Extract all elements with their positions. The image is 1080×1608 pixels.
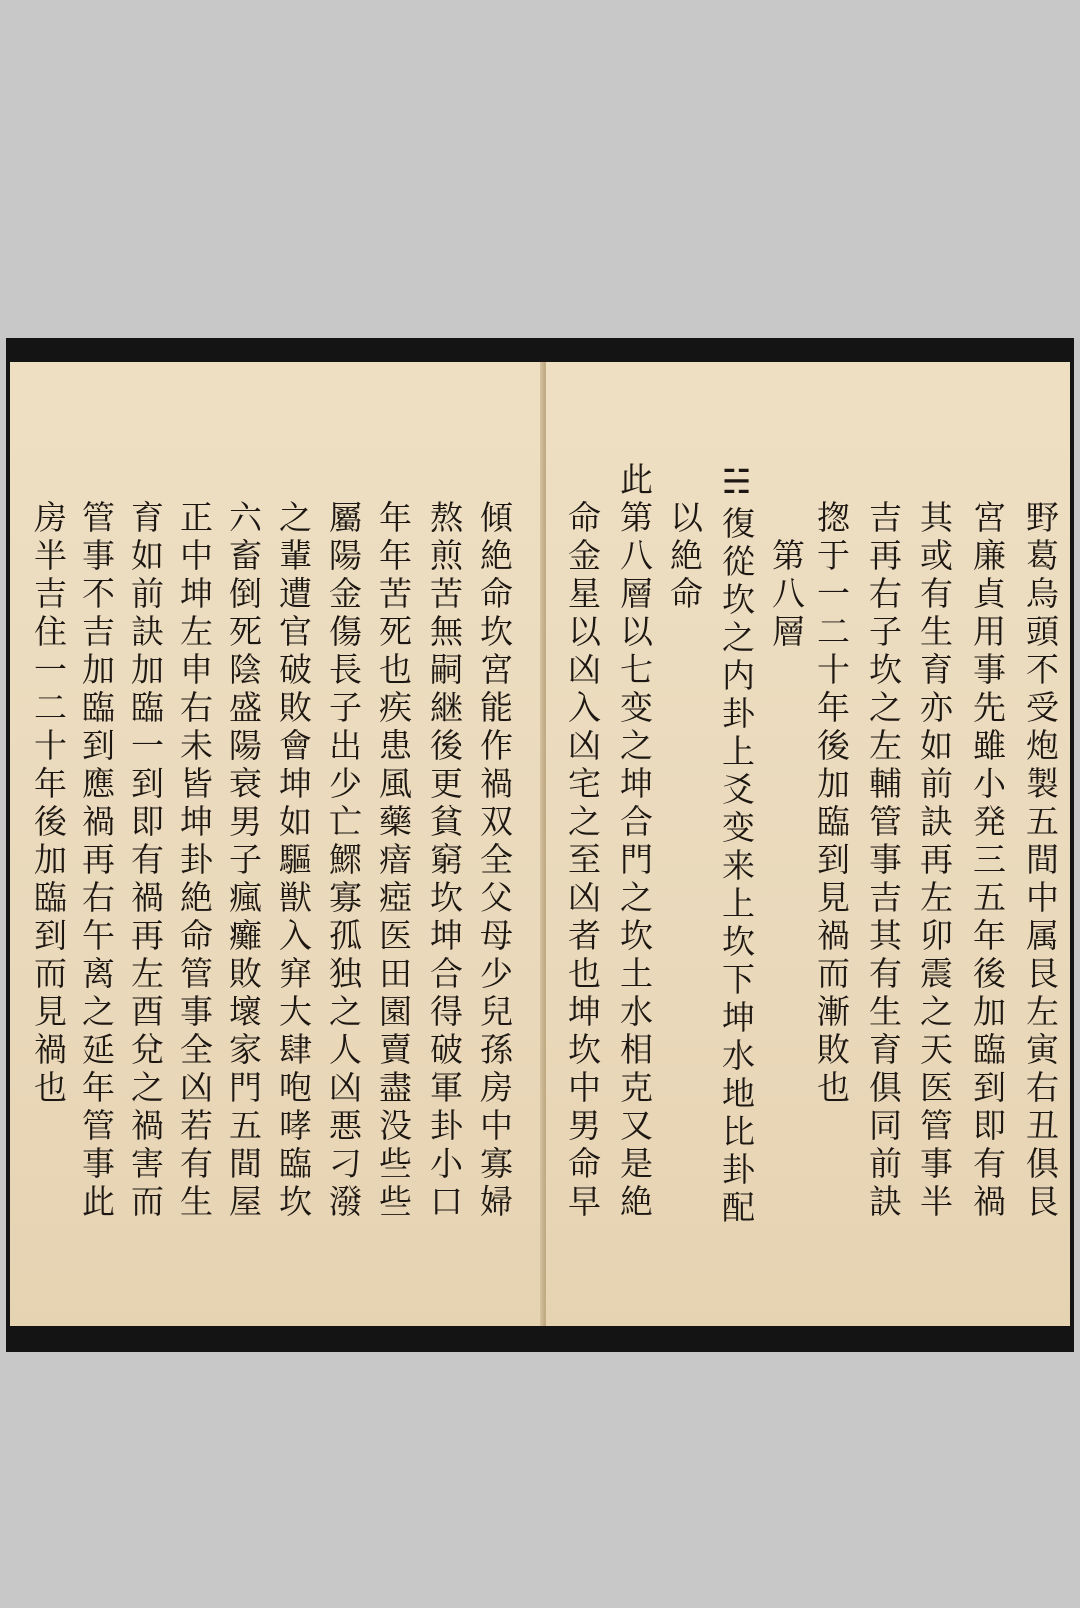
left-page-column: 年年苦死也疾患風藥瘖瘂医田園賣盡没些些	[374, 500, 413, 1222]
right-page-column: 以絶命	[665, 500, 704, 614]
right-page-column: 此第八層以七变之坤合門之坎土水相克又是絶	[615, 462, 654, 1222]
right-page-column: 其或有生育亦如前訣再左卯震之天医管事半	[915, 500, 954, 1222]
left-page-column: 之輩遭官破敗會坤如驅獣入穽大肆咆哮臨坎	[274, 500, 313, 1222]
right-page-column: 吉再右子坎之左輔管事吉其有生育俱同前訣	[864, 500, 903, 1222]
left-page-column: 六畜倒死陰盛陽衰男子瘋癱敗壞家門五間屋	[224, 500, 263, 1222]
left-page-column: 傾絶命坎宮能作禍双全父母少兒孫房中寡婦	[475, 500, 514, 1222]
right-page-column: 野葛烏頭不受炮製五間中属艮左寅右丑俱艮	[1021, 500, 1060, 1222]
left-page-column: 屬陽金傷長子出少亡鰥寡孤独之人凶悪刁潑	[324, 500, 363, 1222]
left-page-column: 育如前訣加臨一到即有禍再左酉兌之禍害而	[126, 500, 165, 1222]
left-page-column: 管事不吉加臨到應禍再右午离之延年管事此	[77, 500, 116, 1222]
left-page-column: 熬煎苦無嗣継後更貧窮坎坤合得破軍卦小口	[425, 500, 464, 1222]
scan-frame	[6, 338, 1074, 1352]
left-page-column: 正中坤左申右未皆坤卦絶命管事全凶若有生	[175, 500, 214, 1222]
right-page-column: 宮廉貞用事先雖小発三五年後加臨到即有禍	[968, 500, 1007, 1222]
right-page-column: 揔于一二十年後加臨到見禍而漸敗也	[812, 500, 851, 1108]
right-page-column: ☵復從坎之内卦上爻变来上坎下坤水地比卦配	[717, 462, 756, 1228]
section-heading: 第八層	[767, 538, 806, 652]
left-page-column: 房半吉住一二十年後加臨到而見禍也	[29, 500, 68, 1108]
right-page-column: 命金星以凶入凶宅之至凶者也坤坎中男命早	[563, 500, 602, 1222]
